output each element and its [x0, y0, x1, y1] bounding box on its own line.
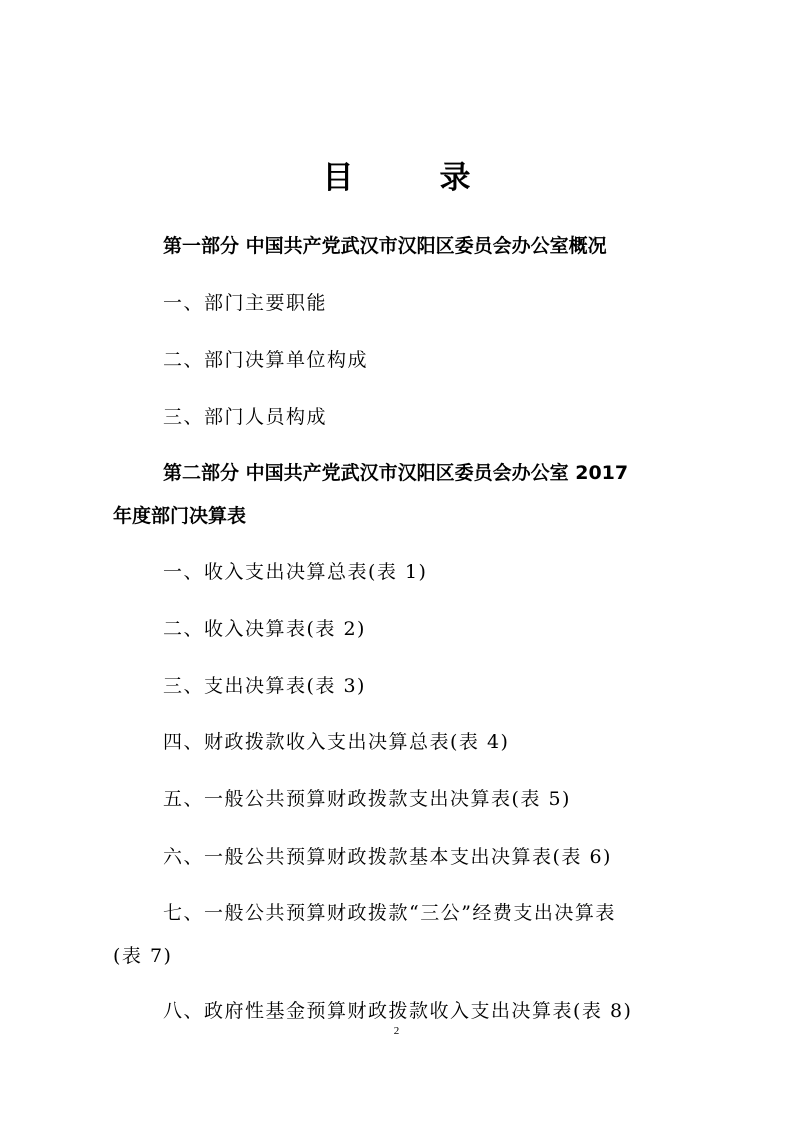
toc-item-table-2: 二、收入决算表(表 2)	[163, 618, 366, 640]
title-char-left: 目	[322, 160, 354, 196]
toc-item-table-4: 四、财政拨款收入支出决算总表(表 4)	[163, 731, 510, 753]
toc-item-part1-1: 一、部门主要职能	[163, 292, 328, 314]
page-number: 2	[393, 1025, 400, 1037]
toc-item-part1-3: 三、部门人员构成	[163, 406, 328, 428]
toc-item-table-8: 八、政府性基金预算财政拨款收入支出决算表(表 8)	[163, 1000, 633, 1022]
toc-item-part1-2: 二、部门决算单位构成	[163, 349, 369, 371]
toc-item-table-3: 三、支出决算表(表 3)	[163, 675, 366, 697]
part1-heading: 第一部分 中国共产党武汉市汉阳区委员会办公室概况	[163, 235, 607, 257]
toc-item-table-7-cont: (表 7)	[113, 945, 173, 967]
title-char-right: 录	[439, 160, 471, 196]
toc-item-table-6: 六、一般公共预算财政拨款基本支出决算表(表 6)	[163, 846, 612, 868]
page-title	[0, 152, 793, 197]
part2-heading-line2: 年度部门决算表	[113, 505, 247, 527]
toc-item-table-7: 七、一般公共预算财政拨款“三公”经费支出决算表	[163, 902, 616, 924]
toc-item-table-5: 五、一般公共预算财政拨款支出决算表(表 5)	[163, 788, 571, 810]
part2-heading-line1: 第二部分 中国共产党武汉市汉阳区委员会办公室 2017	[163, 462, 629, 484]
toc-item-table-1: 一、收入支出决算总表(表 1)	[163, 561, 428, 583]
